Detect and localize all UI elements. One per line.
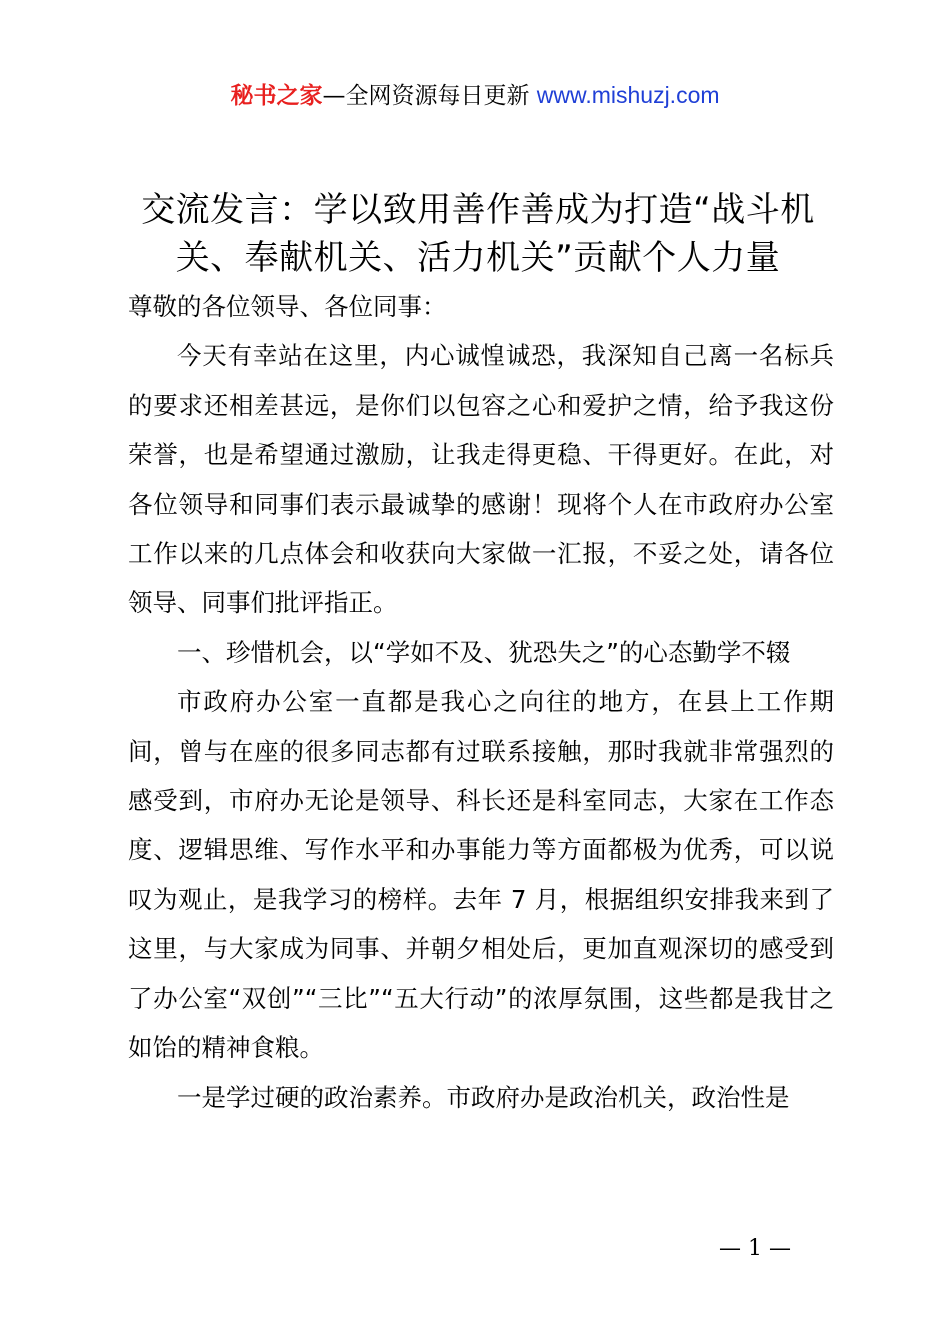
document-title: 交流发言：学以致用善作善成为打造“战斗机关、奉献机关、活力机关”贡献个人力量 (141, 190, 815, 278)
page-number: — 1 — (719, 1236, 791, 1261)
paragraph-intro: 今天有幸站在这里，内心诚惶诚恐，我深知自己离一名标兵的要求还相差甚远，是你们以包容之心和爱护之情，给予我这份荣誉，也是希望通过激励，让我走得更稳、干得更好。在此，对各位领导和同事们表示最诚挚的感谢！现将个人在市政府办公室工作以来的几点体会和收获向大家做一汇报，不妥之处，请各位领导、同事们批评指正。 (128, 341, 834, 618)
salutation: 尊敬的各位领导、各位同事： (128, 292, 447, 321)
document-body (128, 282, 834, 1122)
site-slogan: —全网资源每日更新 (322, 83, 530, 109)
site-name: 秘书之家 (230, 83, 323, 109)
site-url-link[interactable]: www.mishuzj.com (536, 82, 720, 108)
site-header (0, 78, 950, 113)
paragraph-point-1: 一是学过硬的政治素养。市政府办是政治机关，政治性是 (177, 1082, 790, 1112)
section-heading-1: 一、珍惜机会，以“学如不及、犹恐失之”的心态勤学不辍 (177, 637, 791, 667)
paragraph-section-1: 市政府办公室一直都是我心之向往的地方，在县上工作期间，曾与在座的很多同志都有过联系接触，那时我就非常强烈的感受到，市府办无论是领导、科长还是科室同志，大家在工作态度、逻辑思维、写作水平和办事能力等方面都极为优秀，可以说叹为观止，是我学习的榜样。去年 7 月，根据组织安排我来到了这里，与大家成为同事、并朝夕相处后，更加直观深切的感受到了办公室“双创”“三比”“五大行动”的浓厚氛围，这些都是我甘之如饴的精神食粮。 (128, 687, 834, 1063)
